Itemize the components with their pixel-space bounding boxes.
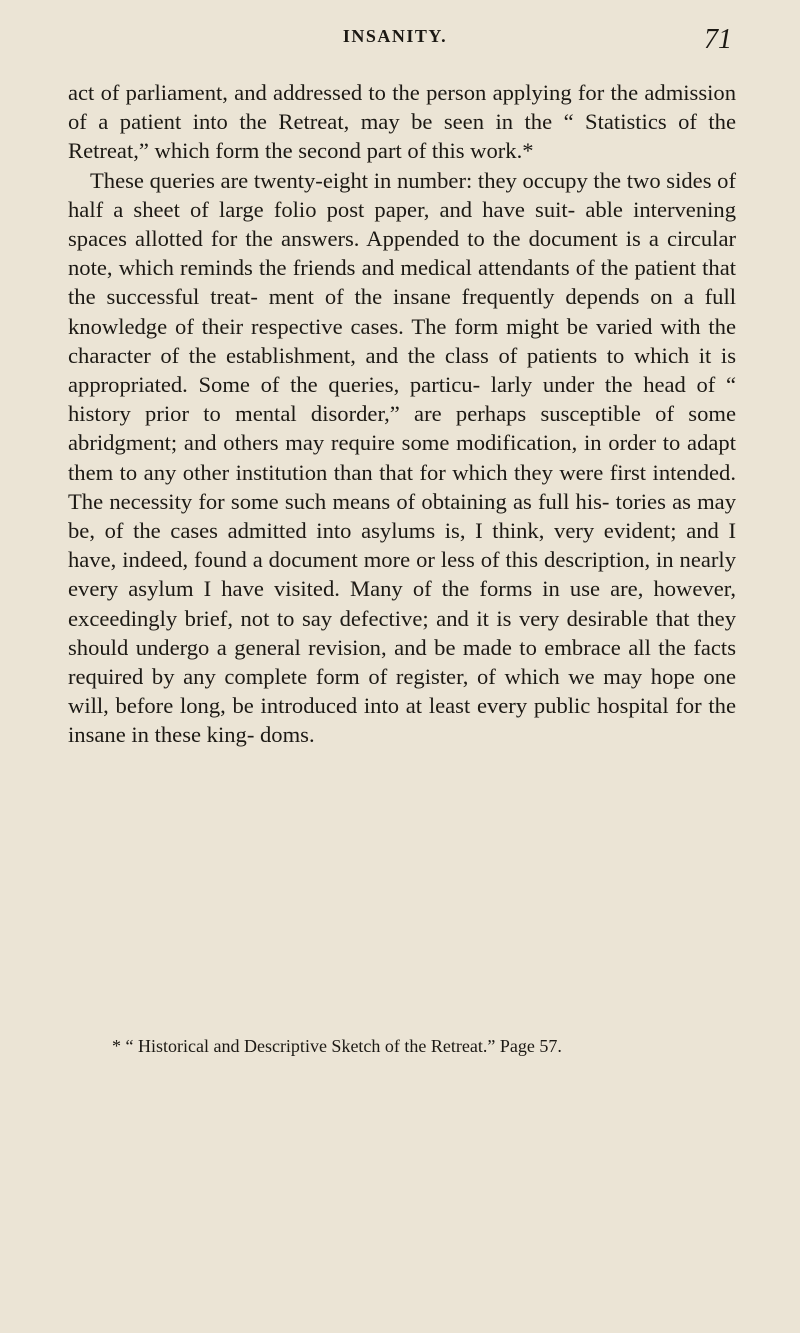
footnote: * “ Historical and Descriptive Sketch of the Retreat.” Page 57.: [112, 1036, 562, 1056]
running-title: INSANITY.: [342, 26, 448, 46]
page-number: 71: [704, 24, 732, 55]
paragraph-continuation: act of parliament, and addressed to the person applying for the admission of a patient into the Retreat, may be seen in the “ Statistics of the Retreat,” which form the second part of this work.*: [68, 80, 736, 164]
body-text: [68, 78, 736, 750]
running-head: [0, 20, 800, 60]
paragraph-queries: These queries are twenty-eight in number: they occupy the two sides of half a sheet of large folio post paper, and have suit- able intervening spaces allotted for the answers. Appended to the document is a circular note, which reminds the friends and medical attendants of the patient that the successful treat- ment of the insane frequently depends on a full knowledge of their respective cases. The form might be varied with the character of the establishment, and the class of patients to which it is appropriated. Some of the queries, particu- larly under the head of “ history prior to mental disorder,” are perhaps susceptible of some abridgment; and others may require some modification, in order to adapt them to any other institution than that for which they were first intended. The necessity for some such means of obtaining as full his- tories as may be, of the cases admitted into asylums is, I think, very evident; and I have, indeed, found a document more or less of this description, in nearly every asylum I have visited. Many of the forms in use are, however, exceedingly brief, not to say defective; and it is very desirable that they should undergo a general revision, and be made to embrace all the facts required by any complete form of register, of which we may hope one will, before long, be introduced into at least every public hospital for the insane in these king- doms.: [68, 167, 736, 748]
